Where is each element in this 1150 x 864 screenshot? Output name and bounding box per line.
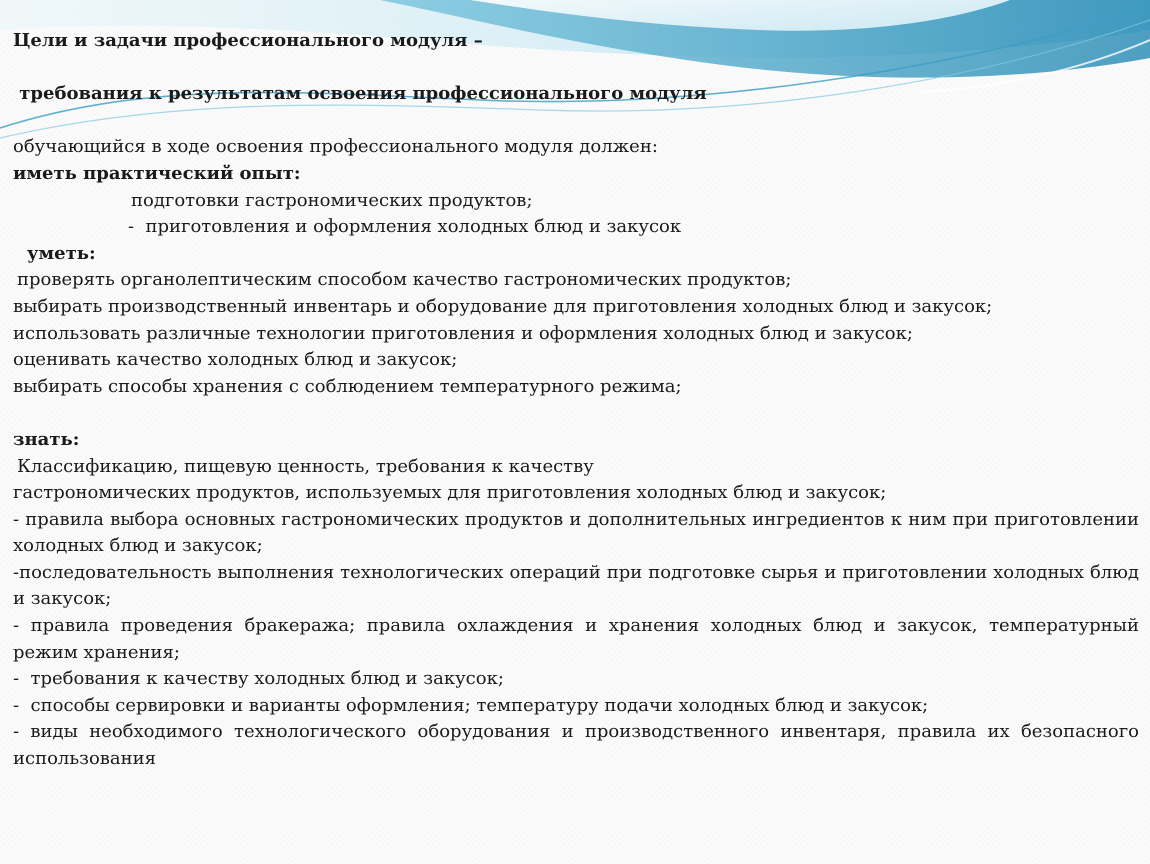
title-line-1: Цели и задачи профессионального модуля – [13,30,483,51]
experience-item: - приготовления и оформления холодных блюд и закусок [128,216,682,238]
skills-item: выбирать способы хранения с соблюдением температурного режима; [13,375,682,397]
knowledge-item: -последовательность выполнения технологических операций при подготовке сырья и приготовлении холодных блюд и закусок; [13,561,1139,610]
knowledge-item: Классификацию, пищевую ценность, требования к качеству [17,455,594,477]
skills-item: выбирать производственный инвентарь и оборудование для приготовления холодных блюд и закусок; [13,295,993,317]
knowledge-item: - способы сервировки и варианты оформления; температуру подачи холодных блюд и закусок; [13,694,929,716]
skills-item: проверять органолептическим способом качество гастрономических продуктов; [17,269,792,291]
knowledge-item: гастрономических продуктов, используемых для приготовления холодных блюд и закусок; [13,482,887,504]
skills-item: использовать различные технологии приготовления и оформления холодных блюд и закусок; [13,322,913,344]
skills-item: оценивать качество холодных блюд и закусок; [13,349,458,371]
knowledge-item: - правила проведения бракеража; правила охлаждения и хранения холодных блюд и закусок, температурный режим хранения; [13,615,1139,663]
experience-heading: иметь практический опыт: [13,162,301,184]
experience-item: подготовки гастрономических продуктов; [131,189,533,211]
intro-text: обучающийся в ходе освоения профессионального модуля должен: [13,136,658,158]
skills-heading: уметь: [27,242,96,264]
slide-content [13,28,1139,773]
title-line-2: требования к результатам освоения профессионального модуля [13,83,707,105]
knowledge-item: - виды необходимого технологического оборудования и производственного инвентаря, правила их безопасного использования [13,721,1139,770]
knowledge-item: - требования к качеству холодных блюд и закусок; [13,668,504,690]
knowledge-item: - правила выбора основных гастрономических продуктов и дополнительных ингредиентов к ним при приготовлении холодных блюд и закусок; [13,508,1139,557]
knowledge-heading: знать: [13,428,80,450]
